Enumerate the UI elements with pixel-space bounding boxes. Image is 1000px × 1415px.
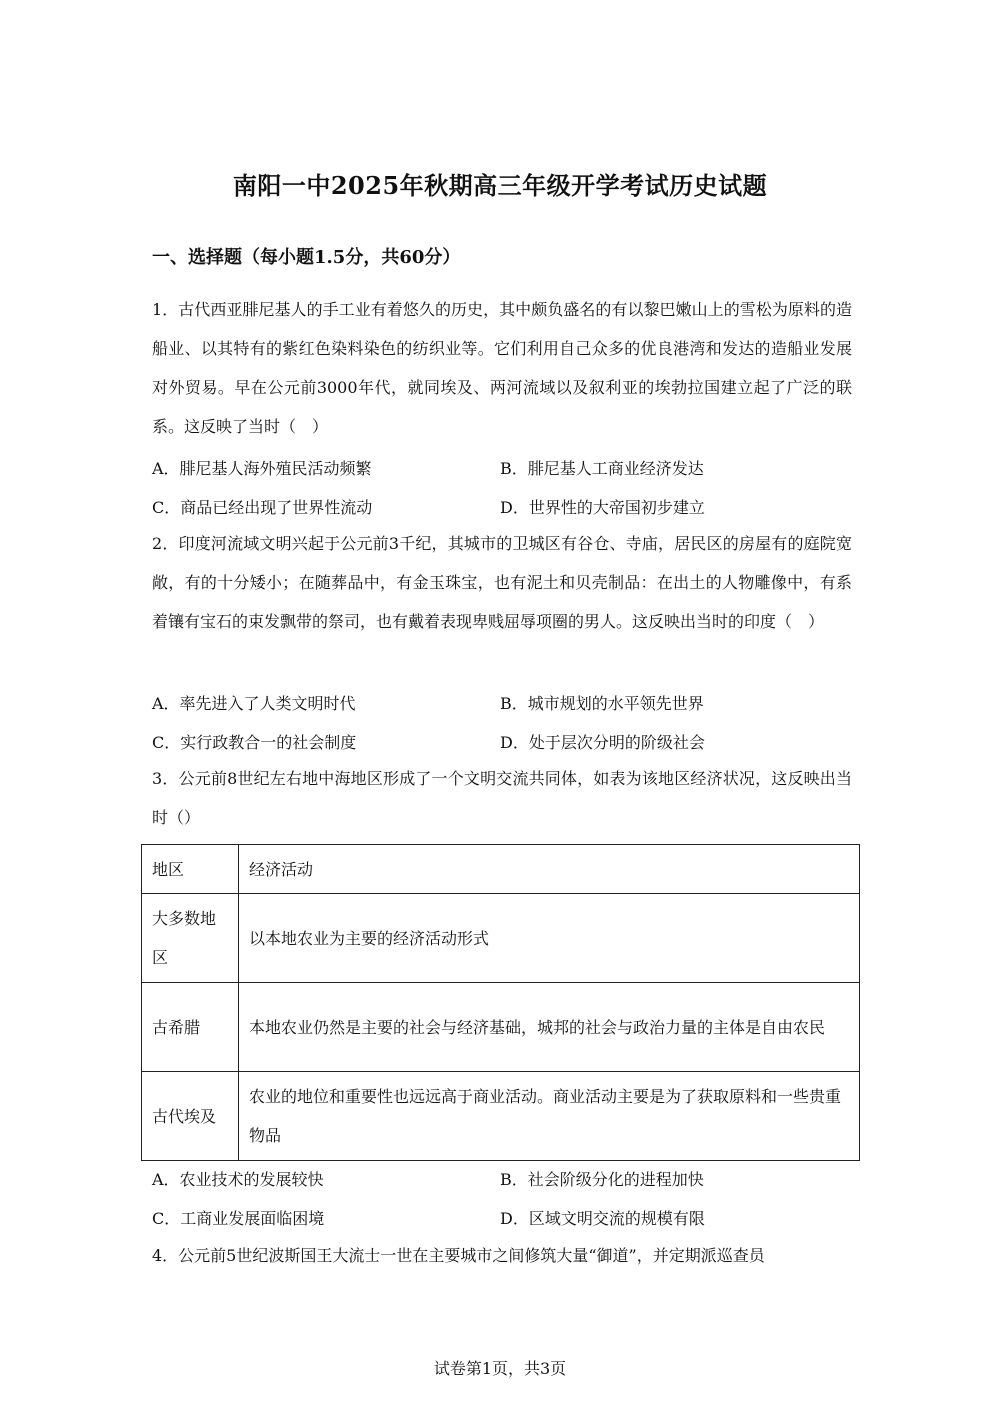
- table-cell-activity: 农业的地位和重要性也远远高于商业活动。商业活动主要是为了获取原料和一些贵重物品: [239, 1072, 860, 1161]
- question-2-options-row-2: [152, 730, 852, 754]
- question-1-option-b[interactable]: B．腓尼基人工商业经济发达: [500, 459, 704, 478]
- section-title: 一、选择题（每小题1.5分，共60分）: [152, 247, 461, 268]
- table-cell-region: 古代埃及: [142, 1072, 239, 1161]
- question-1-option-a[interactable]: A．腓尼基人海外殖民活动频繁: [152, 459, 372, 478]
- table-row: [142, 983, 860, 1072]
- table-cell-region: 古希腊: [142, 983, 239, 1072]
- table-cell-region: 大多数地区: [142, 894, 239, 983]
- question-1-stem: 1．古代西亚腓尼基人的手工业有着悠久的历史，其中颇负盛名的有以黎巴嫩山上的雪松为原料的造船业、以其特有的紫红色染料染色的纺织业等。它们利用自己众多的优良港湾和发达的造船业发展对外贸易。早在公元前3000年代，就同埃及、两河流域以及叙利亚的埃勃拉国建立起了广泛的联系。这反映了当时（ ）: [152, 300, 852, 436]
- question-3-options-row-1: [152, 1167, 852, 1191]
- question-3-option-d[interactable]: D．区域文明交流的规模有限: [500, 1209, 705, 1228]
- question-2-option-c[interactable]: C．实行政教合一的社会制度: [152, 733, 357, 752]
- table-row: [142, 1072, 860, 1161]
- question-1-option-d[interactable]: D．世界性的大帝国初步建立: [500, 498, 705, 517]
- table-header-cell: 经济活动: [239, 845, 860, 894]
- question-2-option-d[interactable]: D．处于层次分明的阶级社会: [500, 733, 705, 752]
- question-4-stem: 4．公元前5世纪波斯国王大流士一世在主要城市之间修筑大量“御道”，并定期派巡查员: [152, 1246, 765, 1265]
- table-header-row: [142, 845, 860, 894]
- question-1-option-c[interactable]: C．商品已经出现了世界性流动: [152, 498, 373, 517]
- question-1-options-row-2: [152, 495, 852, 519]
- question-2-stem: 2．印度河流域文明兴起于公元前3千纪，其城市的卫城区有谷仓、寺庙，居民区的房屋有的庭院宽敞，有的十分矮小；在随葬品中，有金玉珠宝，也有泥土和贝壳制品：在出土的人物雕像中，有系着镶有宝石的束发飘带的祭司，也有戴着表现卑贱屈辱项圈的男人。这反映出当时的印度（ ）: [152, 534, 852, 631]
- question-3-option-c[interactable]: C．工商业发展面临困境: [152, 1209, 325, 1228]
- table-cell-activity: 本地农业仍然是主要的社会与经济基础，城邦的社会与政治力量的主体是自由农民: [239, 983, 860, 1072]
- page-title: 南阳一中2025年秋期高三年级开学考试历史试题: [232, 171, 768, 200]
- question-3-stem: 3．公元前8世纪左右地中海地区形成了一个文明交流共同体，如表为该地区经济状况，这反映出当时（）: [152, 769, 852, 827]
- question-2-option-b[interactable]: B．城市规划的水平领先世界: [500, 694, 704, 713]
- economy-table: [141, 844, 860, 1161]
- question-3-option-b[interactable]: B．社会阶级分化的进程加快: [500, 1170, 704, 1189]
- table-header-cell: 地区: [142, 845, 239, 894]
- question-3-options-row-2: [152, 1206, 852, 1230]
- table-cell-activity: 以本地农业为主要的经济活动形式: [239, 894, 860, 983]
- question-2-option-a[interactable]: A．率先进入了人类文明时代: [152, 694, 356, 713]
- question-2-options-row-1: [152, 691, 852, 715]
- question-1-options-row-1: [152, 456, 852, 480]
- table-row: [142, 894, 860, 983]
- page-footer: 试卷第1页，共3页: [433, 1359, 567, 1378]
- question-3-option-a[interactable]: A．农业技术的发展较快: [152, 1170, 324, 1189]
